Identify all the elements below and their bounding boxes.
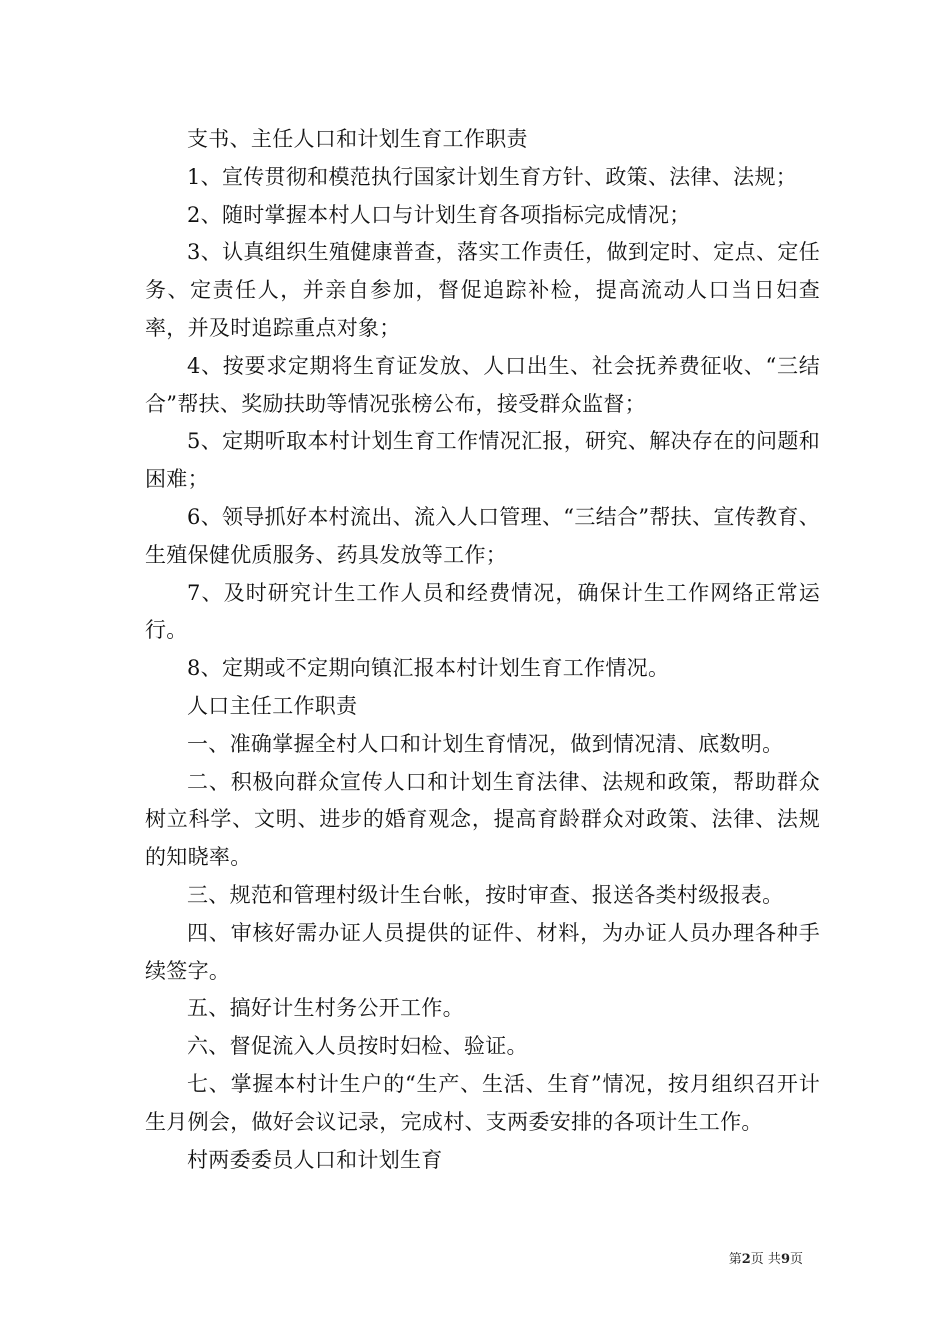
total-page-count: 9 (780, 1252, 790, 1267)
current-page-number: 2 (741, 1252, 751, 1267)
footer-suffix: 页 (789, 1252, 803, 1267)
paragraph: 5、定期听取本村计划生育工作情况汇报，研究、解决存在的问题和困难； (145, 429, 820, 492)
paragraph: 4、按要求定期将生育证发放、人口出生、社会抚养费征收、“三结合”帮扶、奖励扶助等情况张榜公布，接受群众监督； (145, 353, 820, 416)
section-heading: 支书、主任人口和计划生育工作职责 (187, 127, 528, 151)
paragraph: 7、及时研究计生工作人员和经费情况，确保计生工作网络正常运行。 (145, 580, 820, 643)
paragraph: 七、掌握本村计生户的“生产、生活、生育”情况，按月组织召开计生月例会，做好会议记录，完成村、支两委安排的各项计生工作。 (145, 1071, 820, 1134)
page-number-footer (729, 1248, 803, 1267)
footer-middle: 页 共 (750, 1252, 781, 1267)
paragraph: 四、审核好需办证人员提供的证件、材料，为办证人员办理各种手续签字。 (145, 920, 820, 983)
document-body (145, 121, 820, 1179)
paragraph: 一、准确掌握全村人口和计划生育情况，做到情况清、底数明。 (187, 731, 784, 756)
paragraph: 三、规范和管理村级计生台帐，按时审查、报送各类村级报表。 (187, 882, 784, 907)
paragraph: 8、定期或不定期向镇汇报本村计划生育工作情况。 (187, 656, 670, 681)
footer-prefix: 第 (728, 1252, 742, 1267)
paragraph: 五、搞好计生村务公开工作。 (187, 996, 464, 1021)
section-heading: 村两委委员人口和计划生育 (187, 1147, 443, 1172)
paragraph: 1、宣传贯彻和模范执行国家计划生育方针、政策、法律、法规； (187, 164, 798, 189)
paragraph: 6、领导抓好本村流出、流入人口管理、“三结合”帮扶、宣传教育、生殖保健优质服务、药具发放等工作； (145, 504, 820, 567)
paragraph: 六、督促流入人员按时妇检、验证。 (187, 1034, 528, 1059)
section-heading: 人口主任工作职责 (187, 693, 358, 718)
paragraph: 3、认真组织生殖健康普查，落实工作责任，做到定时、定点、定任务、定责任人，并亲自参加，督促追踪补检，提高流动人口当日妇查率，并及时追踪重点对象； (145, 240, 820, 340)
paragraph: 2、随时掌握本村人口与计划生育各项指标完成情况； (187, 202, 691, 227)
paragraph: 二、积极向群众宣传人口和计划生育法律、法规和政策，帮助群众树立科学、文明、进步的婚育观念，提高育龄群众对政策、法律、法规的知晓率。 (145, 769, 820, 870)
